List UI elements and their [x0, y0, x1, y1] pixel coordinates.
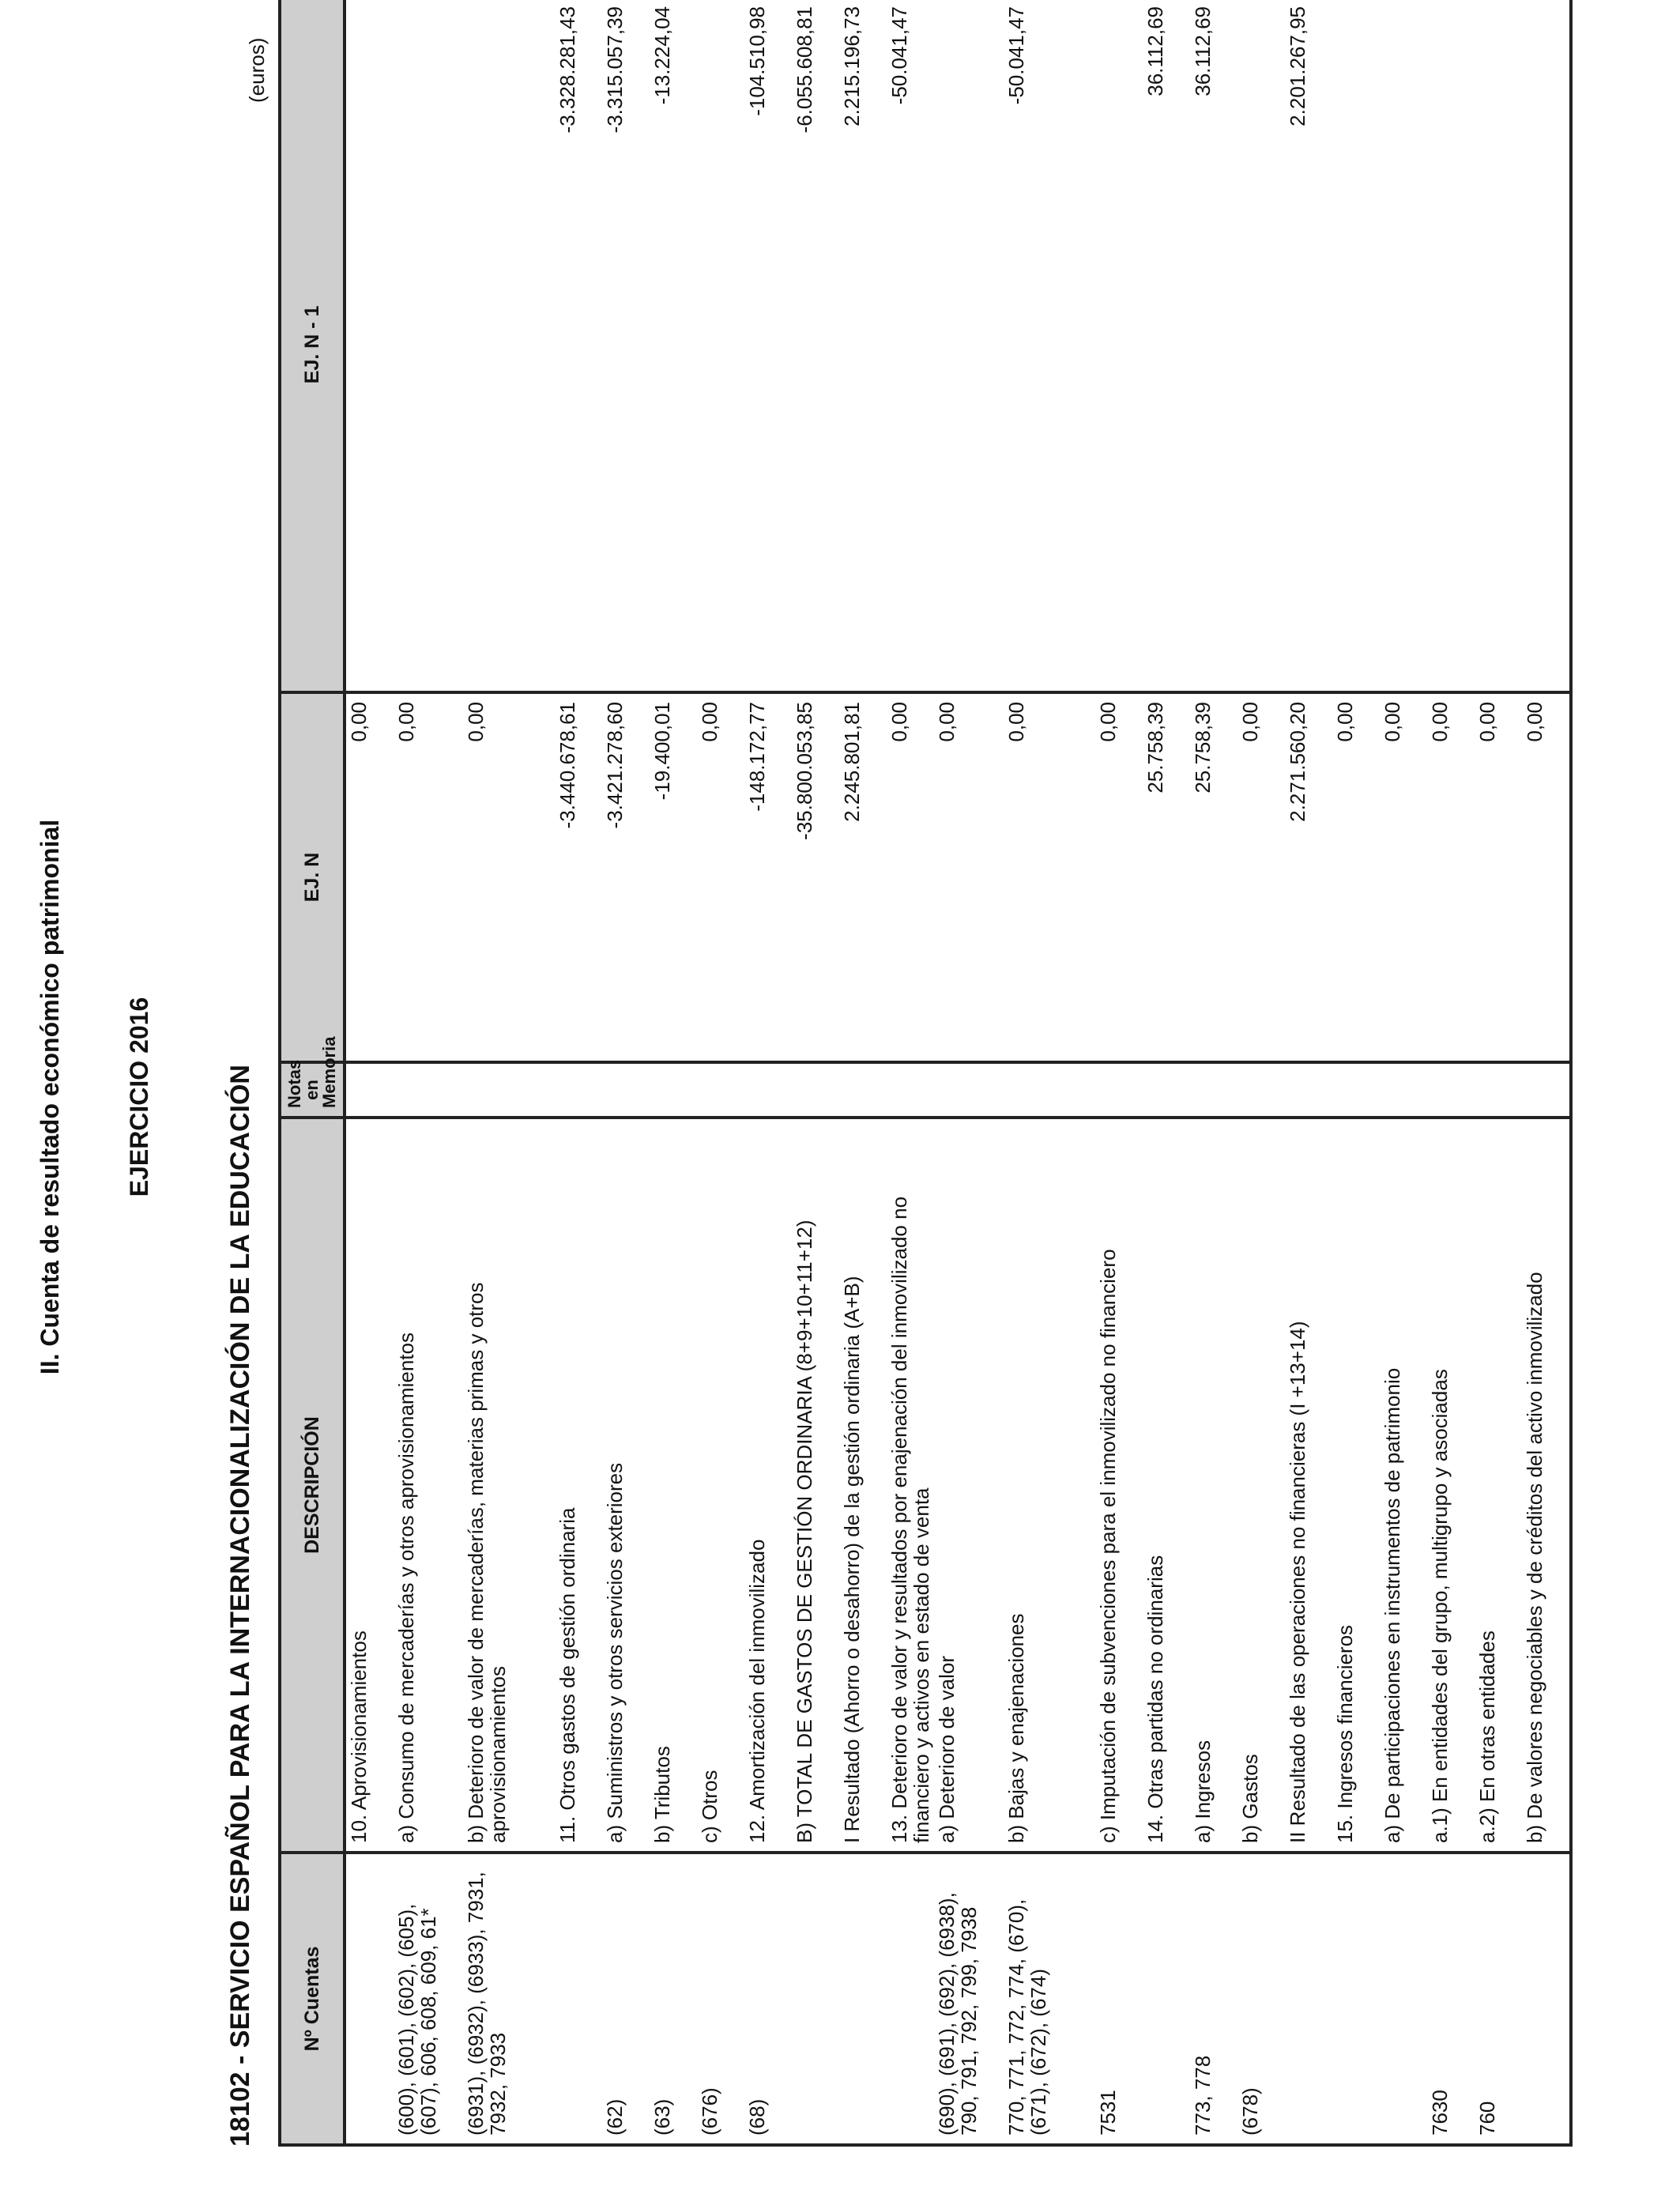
notes-cell — [555, 1062, 602, 1118]
previous-year-value — [1332, 0, 1380, 692]
previous-year-value: 2.215.196,73 — [839, 0, 887, 692]
description-cell: c) Imputación de subvenciones para el inmovilizado no financiero — [1095, 1118, 1143, 1853]
table-row — [650, 0, 697, 2145]
accounts-cell: (678) — [1237, 1853, 1285, 2145]
description-cell: a.1) En entidades del grupo, multigrupo y asociadas — [1427, 1118, 1475, 1853]
accounts-cell: (68) — [744, 1853, 792, 2145]
previous-year-value — [1475, 0, 1522, 692]
accounts-cell — [792, 1853, 839, 2145]
accounts-cell: (63) — [650, 1853, 697, 2145]
income-statement-table — [278, 0, 1573, 2147]
entity-title: 18102 - SERVICIO ESPAÑOL PARA LA INTERNACIONALIZACIÓN DE LA EDUCACIÓN — [225, 1065, 255, 2147]
accounts-cell: 760 — [1475, 1853, 1522, 2145]
accounts-cell: (690), (691), (692), (6938), 790, 791, 792, 799, 7938 — [934, 1853, 1004, 2145]
table-row — [345, 0, 394, 2145]
table-row — [697, 0, 744, 2145]
current-year-value: 0,00 — [1095, 692, 1143, 1062]
table-row — [1285, 0, 1332, 2145]
accounts-cell — [555, 1853, 602, 2145]
table-row — [792, 0, 839, 2145]
description-cell: a) Ingresos — [1190, 1118, 1237, 1853]
table-row — [839, 0, 887, 2145]
previous-year-value: 2.201.267,95 — [1285, 0, 1332, 692]
notes-cell — [792, 1062, 839, 1118]
notes-cell — [1095, 1062, 1143, 1118]
notes-cell — [1522, 1062, 1571, 1118]
table-body — [345, 0, 1571, 2145]
accounts-cell — [1522, 1853, 1571, 2145]
current-year-value: 0,00 — [1380, 692, 1427, 1062]
current-year-value: 0,00 — [1475, 692, 1522, 1062]
accounts-cell: 7630 — [1427, 1853, 1475, 2145]
current-year-value: -3.421.278,60 — [602, 692, 650, 1062]
previous-year-value — [394, 0, 463, 692]
table-row — [1190, 0, 1237, 2145]
current-year-value: 0,00 — [697, 692, 744, 1062]
table-row — [1143, 0, 1190, 2145]
description-cell: B) TOTAL DE GASTOS DE GESTIÓN ORDINARIA (8+9+10+11+12) — [792, 1118, 839, 1853]
accounts-cell — [1285, 1853, 1332, 2145]
description-cell: 14. Otras partidas no ordinarias — [1143, 1118, 1190, 1853]
notes-cell — [345, 1062, 394, 1118]
previous-year-value — [1237, 0, 1285, 692]
table-header-row — [280, 0, 345, 2145]
report-title: II. Cuenta de resultado económico patrimonial — [36, 819, 64, 1375]
column-header-previous-year: EJ. N - 1 — [280, 0, 345, 692]
table-row — [602, 0, 650, 2145]
current-year-value: 2.245.801,81 — [839, 692, 887, 1062]
table-row — [394, 0, 463, 2145]
notes-cell — [463, 1062, 555, 1118]
table-row — [1380, 0, 1427, 2145]
table-row — [934, 0, 1004, 2145]
table-row — [1427, 0, 1475, 2145]
previous-year-value — [345, 0, 394, 692]
table-row — [1475, 0, 1522, 2145]
description-cell: II Resultado de las operaciones no financieras (I +13+14) — [1285, 1118, 1332, 1853]
description-cell: b) Gastos — [1237, 1118, 1285, 1853]
previous-year-value: 36.112,69 — [1190, 0, 1237, 692]
notes-cell — [697, 1062, 744, 1118]
previous-year-value: -13.224,04 — [650, 0, 697, 692]
description-cell: b) De valores negociables y de créditos del activo inmovilizado — [1522, 1118, 1571, 1853]
current-year-value: 0,00 — [345, 692, 394, 1062]
current-year-value: -19.400,01 — [650, 692, 697, 1062]
previous-year-value: -6.055.608,81 — [792, 0, 839, 692]
description-cell: a.2) En otras entidades — [1475, 1118, 1522, 1853]
current-year-value: 2.271.560,20 — [1285, 692, 1332, 1062]
fiscal-year-title: EJERCICIO 2016 — [125, 997, 153, 1197]
previous-year-value: -3.328.281,43 — [555, 0, 602, 692]
description-cell: a) Suministros y otros servicios exteriores — [602, 1118, 650, 1853]
notes-cell — [1475, 1062, 1522, 1118]
previous-year-value — [463, 0, 555, 692]
table-row — [463, 0, 555, 2145]
notes-cell — [1237, 1062, 1285, 1118]
previous-year-value: 36.112,69 — [1143, 0, 1190, 692]
accounts-cell: 770, 771, 772, 774, (670), (671), (672), (674) — [1004, 1853, 1095, 2145]
current-year-value: 0,00 — [1004, 692, 1095, 1062]
accounts-cell: (676) — [697, 1853, 744, 2145]
notes-cell — [744, 1062, 792, 1118]
current-year-value: 0,00 — [394, 692, 463, 1062]
current-year-value: -35.800.053,85 — [792, 692, 839, 1062]
previous-year-value — [697, 0, 744, 692]
description-cell: 12. Amortización del inmovilizado — [744, 1118, 792, 1853]
previous-year-value — [934, 0, 1004, 692]
current-year-value: -3.440.678,61 — [555, 692, 602, 1062]
current-year-value: 0,00 — [463, 692, 555, 1062]
previous-year-value: -104.510,98 — [744, 0, 792, 692]
table-row — [744, 0, 792, 2145]
accounts-cell — [839, 1853, 887, 2145]
accounts-cell: (600), (601), (602), (605), (607), 606, 608, 609, 61* — [394, 1853, 463, 2145]
description-cell: 13. Deterioro de valor y resultados por enajenación del inmovilizado no financiero y activos en estado de venta — [887, 1118, 934, 1853]
column-header-description: DESCRIPCIÓN — [280, 1118, 345, 1853]
description-cell: a) De participaciones en instrumentos de patrimonio — [1380, 1118, 1427, 1853]
current-year-value: 0,00 — [887, 692, 934, 1062]
description-cell: b) Deterioro de valor de mercaderías, materias primas y otros aprovisionamientos — [463, 1118, 555, 1853]
current-year-value: 0,00 — [1522, 692, 1571, 1062]
notes-cell — [650, 1062, 697, 1118]
previous-year-value — [1427, 0, 1475, 692]
notes-cell — [1190, 1062, 1237, 1118]
notes-cell — [934, 1062, 1004, 1118]
description-cell: a) Consumo de mercaderías y otros aprovisionamientos — [394, 1118, 463, 1853]
current-year-value: 25.758,39 — [1143, 692, 1190, 1062]
description-cell: I Resultado (Ahorro o desahorro) de la gestión ordinaria (A+B) — [839, 1118, 887, 1853]
notes-cell — [1004, 1062, 1095, 1118]
previous-year-value: -50.041,47 — [887, 0, 934, 692]
notes-cell — [1143, 1062, 1190, 1118]
previous-year-value — [1522, 0, 1571, 692]
current-year-value: 0,00 — [934, 692, 1004, 1062]
current-year-value: 25.758,39 — [1190, 692, 1237, 1062]
notes-cell — [394, 1062, 463, 1118]
description-cell: b) Bajas y enajenaciones — [1004, 1118, 1095, 1853]
accounts-cell — [887, 1853, 934, 2145]
accounts-cell — [1143, 1853, 1190, 2145]
current-year-value: 0,00 — [1332, 692, 1380, 1062]
column-header-current-year: EJ. N — [280, 692, 345, 1062]
description-cell: b) Tributos — [650, 1118, 697, 1853]
table-row — [1332, 0, 1380, 2145]
notes-cell — [1285, 1062, 1332, 1118]
accounts-cell — [1380, 1853, 1427, 2145]
accounts-cell — [1332, 1853, 1380, 2145]
table-row — [1237, 0, 1285, 2145]
current-year-value: 0,00 — [1427, 692, 1475, 1062]
accounts-cell — [345, 1853, 394, 2145]
description-cell: 10. Aprovisionamientos — [345, 1118, 394, 1853]
previous-year-value — [1095, 0, 1143, 692]
table-row — [555, 0, 602, 2145]
description-cell: a) Deterioro de valor — [934, 1118, 1004, 1853]
accounts-cell: (62) — [602, 1853, 650, 2145]
units-label: (euros) — [245, 37, 269, 103]
description-cell: 15. Ingresos financieros — [1332, 1118, 1380, 1853]
notes-cell — [1332, 1062, 1380, 1118]
table-row — [887, 0, 934, 2145]
notes-cell — [839, 1062, 887, 1118]
notes-cell — [1380, 1062, 1427, 1118]
previous-year-value: -3.315.057,39 — [602, 0, 650, 692]
accounts-cell: (6931), (6932), (6933), 7931, 7932, 7933 — [463, 1853, 555, 2145]
notes-cell — [887, 1062, 934, 1118]
table-row — [1095, 0, 1143, 2145]
description-cell: 11. Otros gastos de gestión ordinaria — [555, 1118, 602, 1853]
table-row — [1004, 0, 1095, 2145]
description-cell: c) Otros — [697, 1118, 744, 1853]
notes-cell — [602, 1062, 650, 1118]
table-row — [1522, 0, 1571, 2145]
previous-year-value: -50.041,47 — [1004, 0, 1095, 692]
accounts-cell: 773, 778 — [1190, 1853, 1237, 2145]
current-year-value: 0,00 — [1237, 692, 1285, 1062]
column-header-accounts: Nº Cuentas — [280, 1853, 345, 2145]
notes-cell — [1427, 1062, 1475, 1118]
accounts-cell: 7531 — [1095, 1853, 1143, 2145]
previous-year-value — [1380, 0, 1427, 692]
column-header-notes: Notas en Memoria — [280, 1062, 345, 1118]
current-year-value: -148.172,77 — [744, 692, 792, 1062]
